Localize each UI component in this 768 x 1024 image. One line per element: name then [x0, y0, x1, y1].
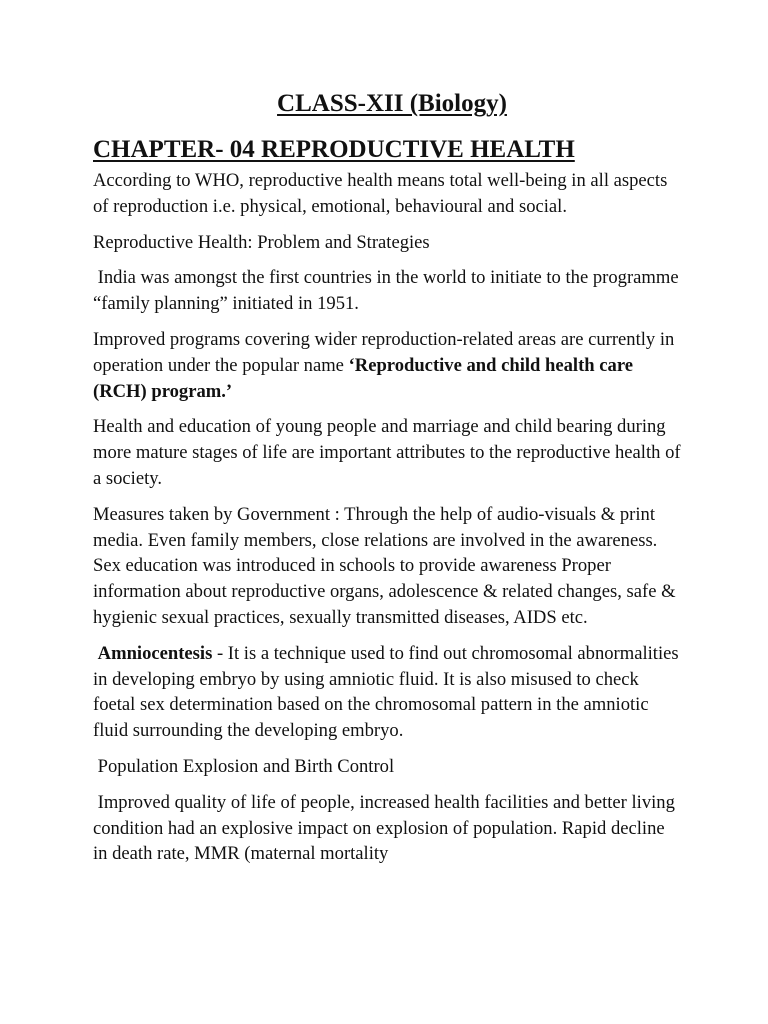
- chapter-title: CHAPTER- 04 REPRODUCTIVE HEALTH: [93, 136, 575, 163]
- paragraph-population-growth: [93, 790, 683, 867]
- paragraph-young-people: Health and education of young people and marriage and child bearing during more mature stages of life are important attributes to the reproductive health of a society.: [93, 416, 681, 489]
- paragraph-family-planning-text: India was amongst the first countries in the world to initiate to the programme “family planning” initiated in 1951.: [93, 267, 679, 315]
- paragraph-rch-program: [93, 327, 683, 404]
- amniocentesis-text: - It is a technique used to find out chromosomal abnormalities in developing embryo by using amniotic fluid. It is also misused to check foetal sex determination based on the chromosomal pattern in the amniotic fluid surrounding the developing embryo.: [93, 642, 679, 742]
- population-growth-text: Improved quality of life of people, increased health facilities and better living condition had an explosive impact on explosion of population. Rapid decline in death rate, MMR (maternal mortality: [93, 791, 675, 865]
- paragraph-amniocentesis: [93, 641, 683, 744]
- document-page: [93, 86, 683, 877]
- paragraph-government-measures: Measures taken by Government : Through the help of audio-visuals & print media. Even family members, close relations are involved in the awareness. Sex education was introduced in schools to provide awareness Proper information about reproductive organs, adolescence & related changes, safe & hygienic sexual practices, sexually transmitted diseases, AIDS etc.: [93, 503, 676, 628]
- paragraph-rch-text: Improved programs covering wider reproduction-related areas are currently in operation under the popular name: [93, 328, 675, 376]
- paragraph-who-definition: According to WHO, reproductive health means total well-being in all aspects of reproduction i.e. physical, emotional, behavioural and social.: [93, 170, 668, 217]
- section-heading-problems-strategies: Reproductive Health: Problem and Strategies: [93, 231, 430, 253]
- class-title: CLASS-XII (Biology): [277, 90, 507, 117]
- population-heading-text: Population Explosion and Birth Control: [97, 755, 395, 777]
- amniocentesis-term: Amniocentesis: [97, 642, 213, 664]
- paragraph-family-planning: [93, 265, 683, 317]
- section-heading-population-explosion: [93, 754, 683, 780]
- rch-program-name: ‘Reproductive and child health care (RCH) program.’: [93, 354, 633, 402]
